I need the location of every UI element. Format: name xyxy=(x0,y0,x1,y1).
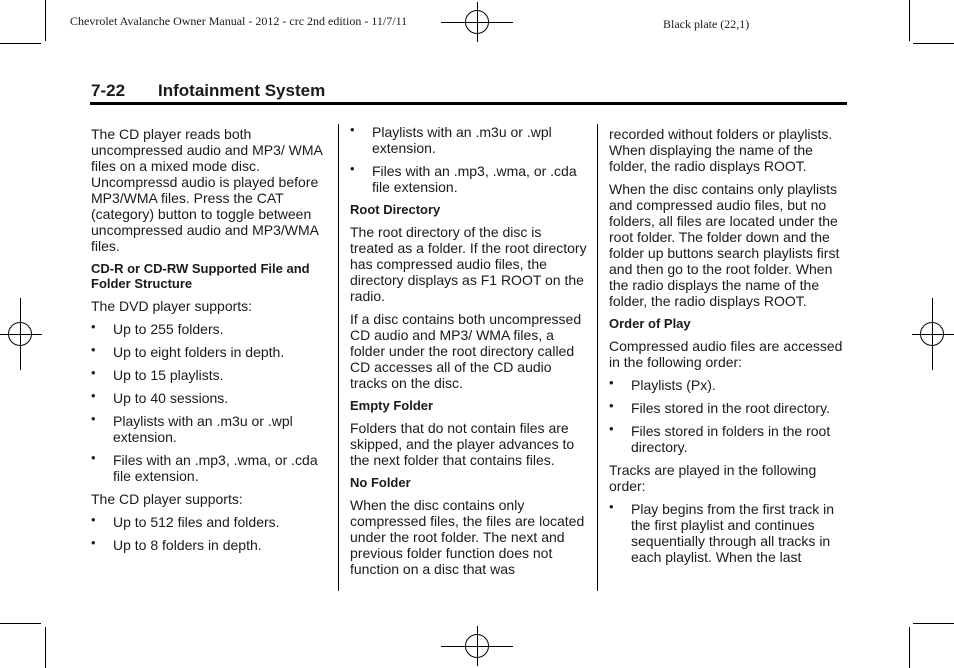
paragraph: Folders that do not contain files are skipped, and the player advances to the next folder that contains files. xyxy=(350,420,575,468)
section-heading: Root Directory xyxy=(350,202,441,217)
crop-mark xyxy=(0,43,41,44)
section-title: Infotainment System xyxy=(158,81,326,100)
page-number: 7-22 xyxy=(91,81,126,100)
column-3 xyxy=(609,126,847,572)
list-item: • Files stored in folders in the root directory. xyxy=(609,423,847,455)
list-item: • Up to 15 playlists. xyxy=(91,367,327,383)
list-item: • Playlists (Px). xyxy=(609,377,847,393)
paragraph: Tracks are played in the following order: xyxy=(609,462,817,494)
crop-mark xyxy=(0,623,41,624)
list-item: • Play begins from the first track in the first playlist and continues sequentially through all tracks in each playlist. When the last xyxy=(609,501,847,565)
page-header xyxy=(91,81,325,101)
list-item: • Playlists with an .m3u or .wpl extension. xyxy=(350,124,588,156)
crop-mark xyxy=(909,0,910,41)
list-item: • Up to 40 sessions. xyxy=(91,390,327,406)
list-item: • Up to 512 files and folders. xyxy=(91,514,327,530)
list-item: • Up to 8 folders in depth. xyxy=(91,537,327,553)
list-item: • Up to eight folders in depth. xyxy=(91,344,327,360)
crop-mark xyxy=(45,627,46,668)
section-heading: CD-R or CD-RW Supported File and Folder Structure xyxy=(91,261,310,291)
print-meta-left: Chevrolet Avalanche Owner Manual - 2012 - crc 2nd edition - 11/7/11 xyxy=(70,14,408,28)
header-rule xyxy=(90,102,847,105)
crop-mark xyxy=(913,623,954,624)
list-item: • Files with an .mp3, .wma, or .cda file extension. xyxy=(91,452,327,484)
section-heading: Order of Play xyxy=(609,316,691,331)
cd-supports-list-continued xyxy=(350,124,588,195)
section-heading: Empty Folder xyxy=(350,398,434,413)
paragraph: When the disc contains only playlists and compressed audio files, but no folders, all files are located under the root folder. The folder down and the folder up buttons search playlists first and then go to the root folder. When the radio displays the name of the folder, the radio displays ROOT. xyxy=(609,181,840,309)
paragraph: When the disc contains only compressed files, the files are located under the root folder. The next and previous folder function does not function on a disc that was xyxy=(350,497,585,577)
cd-supports-label: The CD player supports: xyxy=(91,491,243,507)
column-1 xyxy=(91,126,327,560)
dvd-supports-list xyxy=(91,321,327,484)
dvd-supports-label: The DVD player supports: xyxy=(91,298,253,314)
list-item: • Playlists with an .m3u or .wpl extension. xyxy=(91,413,327,445)
list-item: • Up to 255 folders. xyxy=(91,321,327,337)
crop-mark xyxy=(913,43,954,44)
column-divider xyxy=(597,124,598,591)
print-meta-right: Black plate (22,1) xyxy=(663,17,750,31)
crop-mark xyxy=(45,0,46,41)
list-item: • Files stored in the root directory. xyxy=(609,400,847,416)
column-divider xyxy=(338,124,339,591)
column-2 xyxy=(350,124,588,584)
intro-paragraph: The CD player reads both uncompressed audio and MP3/ WMA files on a mixed mode disc. Uncompressd audio is played before MP3/WMA files. Press the CAT (category) button to toggle between uncompressed audio and MP3/WMA files. xyxy=(91,126,323,254)
order-list xyxy=(609,377,847,455)
cd-supports-list xyxy=(91,514,327,553)
section-heading: No Folder xyxy=(350,475,411,490)
paragraph: If a disc contains both uncompressed CD audio and MP3/ WMA files, a folder under the root directory called CD accesses all of the CD audio tracks on the disc. xyxy=(350,311,582,391)
paragraph: Compressed audio files are accessed in the following order: xyxy=(609,338,843,370)
crop-mark xyxy=(909,627,910,668)
tracks-list xyxy=(609,501,847,565)
paragraph: The root directory of the disc is treated as a folder. If the root directory has compressed audio files, the directory displays as F1 ROOT on the radio. xyxy=(350,224,587,304)
paragraph: recorded without folders or playlists. When displaying the name of the folder, the radio displays ROOT. xyxy=(609,126,833,174)
list-item: • Files with an .mp3, .wma, or .cda file extension. xyxy=(350,163,588,195)
